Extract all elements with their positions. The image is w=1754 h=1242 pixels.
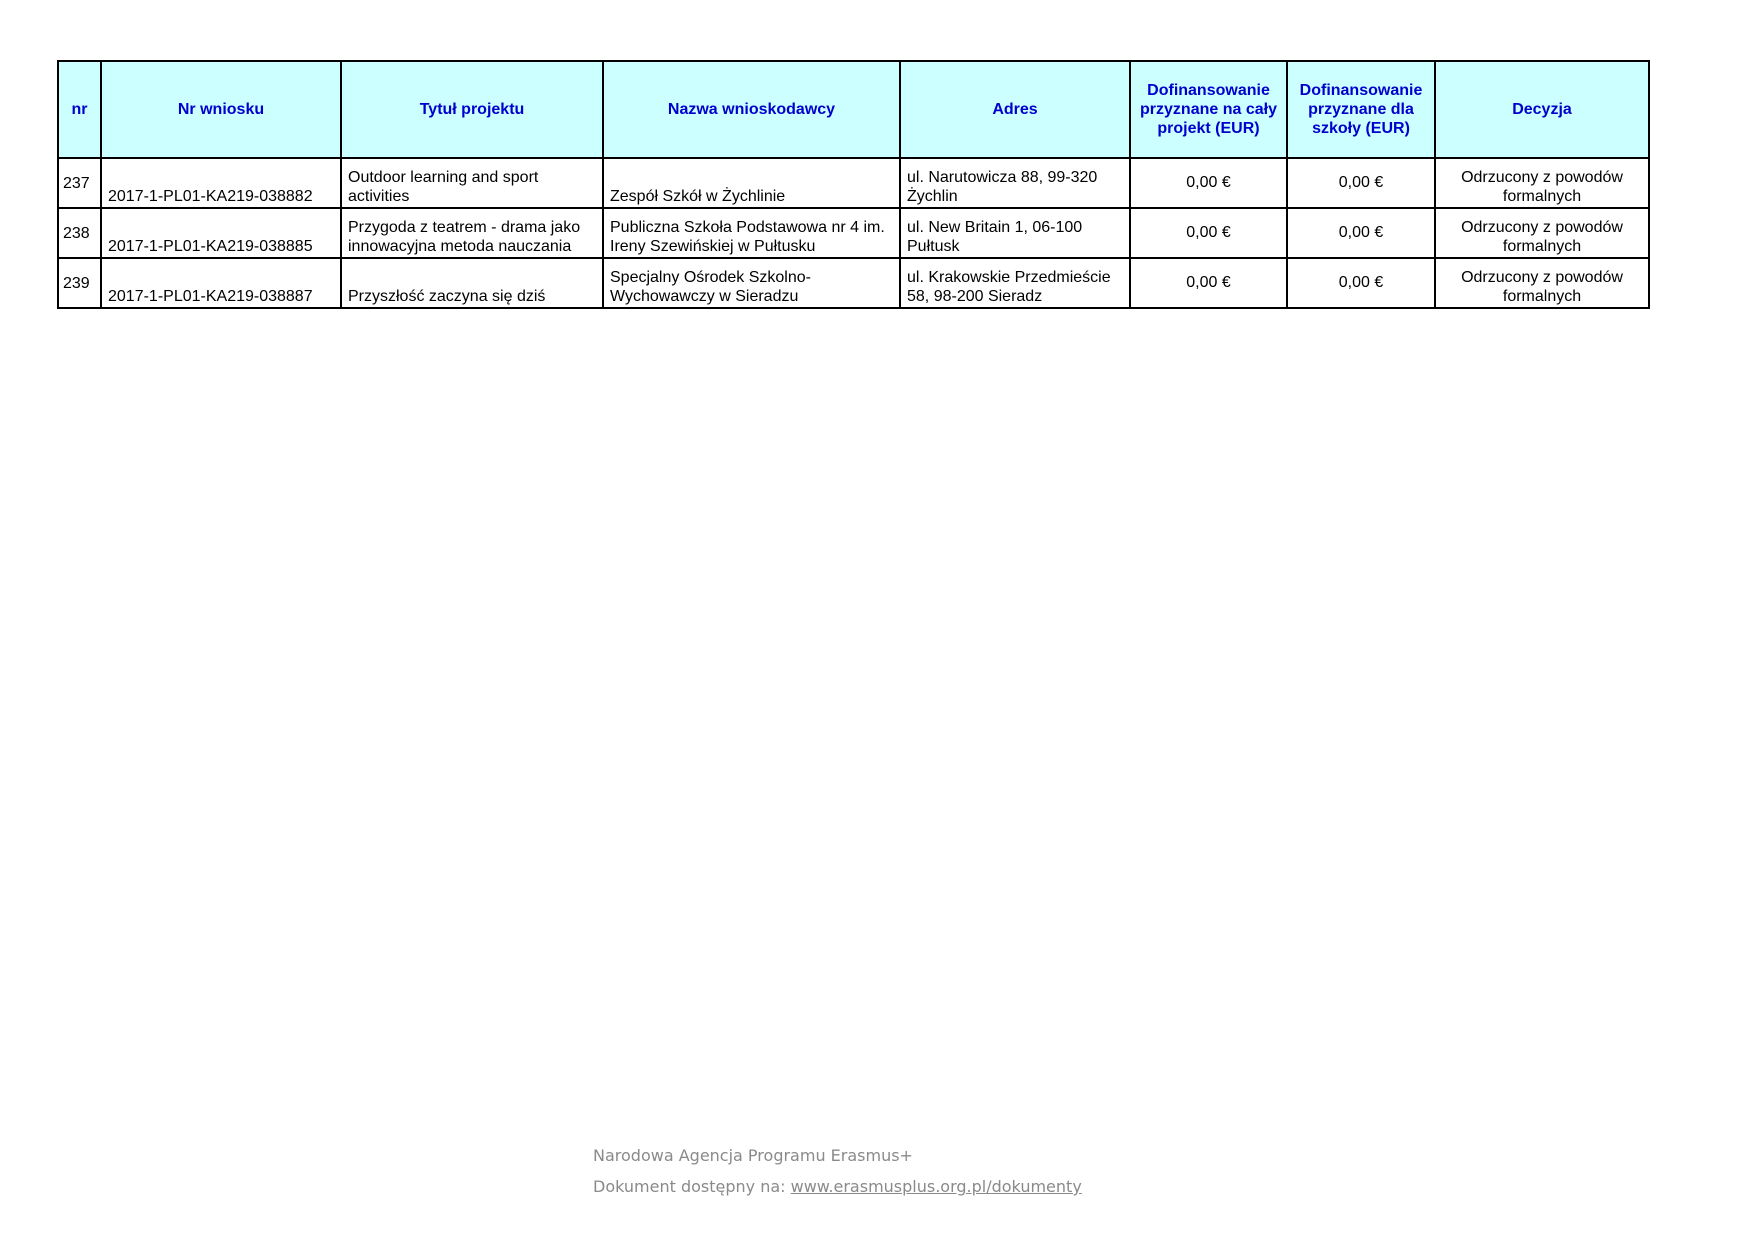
cell-tytul-projektu: Przygoda z teatrem - drama jako innowacyjna metoda nauczania [341, 208, 603, 258]
cell-decyzja: Odrzucony z powodów formalnych [1435, 208, 1649, 258]
header-adres: Adres [900, 61, 1130, 158]
table-body [58, 158, 1649, 308]
cell-decyzja: Odrzucony z powodów formalnych [1435, 258, 1649, 308]
cell-adres: ul. Krakowskie Przedmieście 58, 98-200 Sieradz [900, 258, 1130, 308]
cell-dofinansowanie-projekt: 0,00 € [1130, 208, 1287, 258]
cell-dofinansowanie-szkoly: 0,00 € [1287, 158, 1435, 208]
cell-nr-wniosku: 2017-1-PL01-KA219-038882 [101, 158, 341, 208]
cell-dofinansowanie-projekt: 0,00 € [1130, 258, 1287, 308]
cell-nr: 238 [58, 208, 101, 258]
results-table-container [57, 60, 1650, 309]
cell-nr-wniosku: 2017-1-PL01-KA219-038887 [101, 258, 341, 308]
header-row [58, 61, 1649, 158]
cell-tytul-projektu: Outdoor learning and sport activities [341, 158, 603, 208]
table-row [58, 258, 1649, 308]
results-table [57, 60, 1650, 309]
footer-agency: Narodowa Agencja Programu Erasmus+ [593, 1146, 913, 1165]
header-dofinansowanie-szkoly: Dofinansowanie przyznane dla szkoły (EUR) [1287, 61, 1435, 158]
cell-nr: 237 [58, 158, 101, 208]
header-decyzja: Decyzja [1435, 61, 1649, 158]
cell-dofinansowanie-szkoly: 0,00 € [1287, 208, 1435, 258]
cell-dofinansowanie-szkoly: 0,00 € [1287, 258, 1435, 308]
header-dofinansowanie-projekt: Dofinansowanie przyznane na cały projekt (EUR) [1130, 61, 1287, 158]
cell-adres: ul. Narutowicza 88, 99-320 Żychlin [900, 158, 1130, 208]
cell-decyzja: Odrzucony z powodów formalnych [1435, 158, 1649, 208]
footer-document-prefix: Dokument dostępny na: [593, 1177, 791, 1196]
table-row [58, 158, 1649, 208]
cell-dofinansowanie-projekt: 0,00 € [1130, 158, 1287, 208]
cell-nazwa-wnioskodawcy: Zespół Szkół w Żychlinie [603, 158, 900, 208]
page-footer [593, 1140, 1082, 1202]
cell-nazwa-wnioskodawcy: Specjalny Ośrodek Szkolno-Wychowawczy w Sieradzu [603, 258, 900, 308]
header-nr: nr [58, 61, 101, 158]
footer-document-link[interactable]: www.erasmusplus.org.pl/dokumenty [790, 1177, 1082, 1196]
header-nazwa-wnioskodawcy: Nazwa wnioskodawcy [603, 61, 900, 158]
header-tytul-projektu: Tytuł projektu [341, 61, 603, 158]
table-row [58, 208, 1649, 258]
cell-nr: 239 [58, 258, 101, 308]
footer-document-line [593, 1171, 1082, 1202]
header-nr-wniosku: Nr wniosku [101, 61, 341, 158]
cell-nr-wniosku: 2017-1-PL01-KA219-038885 [101, 208, 341, 258]
cell-tytul-projektu: Przyszłość zaczyna się dziś [341, 258, 603, 308]
table-header [58, 61, 1649, 158]
cell-adres: ul. New Britain 1, 06-100 Pułtusk [900, 208, 1130, 258]
cell-nazwa-wnioskodawcy: Publiczna Szkoła Podstawowa nr 4 im. Ireny Szewińskiej w Pułtusku [603, 208, 900, 258]
